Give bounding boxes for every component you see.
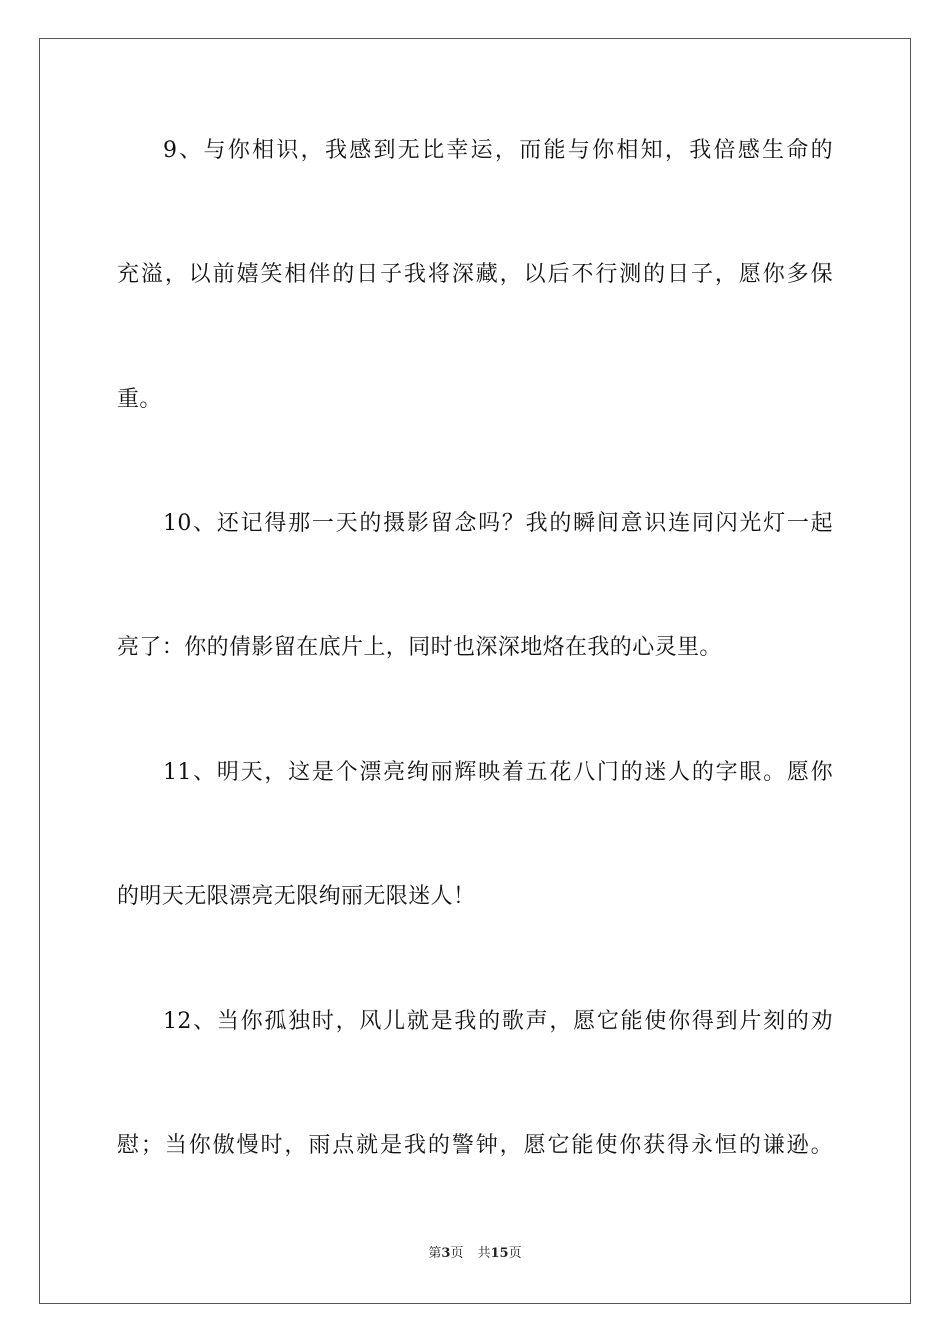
page-border [39, 38, 911, 1304]
paragraph-9-line-2: 充溢，以前嬉笑相伴的日子我将深藏，以后不行测的日子，愿你多保 [117, 262, 833, 287]
paragraph-12-line-1: 12、当你孤独时，风儿就是我的歌声，愿它能使你得到片刻的劝 [163, 1009, 833, 1034]
paragraph-12-line-2: 慰；当你傲慢时，雨点就是我的警钟，愿它能使你获得永恒的谦逊。 [117, 1133, 833, 1158]
page-number: 3 [441, 1246, 451, 1261]
paragraph-11-line-2: 的明天无限漂亮无限绚丽无限迷人！ [117, 884, 476, 909]
page-prefix: 第 [428, 1246, 442, 1261]
paragraph-10-line-2: 亮了：你的倩影留在底片上，同时也深深地烙在我的心灵里。 [117, 635, 722, 660]
page-suffix: 页 [450, 1246, 464, 1261]
paragraph-9-line-1: 9、与你相识，我感到无比幸运，而能与你相知，我倍感生命的 [163, 138, 833, 163]
page-footer [0, 1245, 950, 1263]
total-suffix: 页 [508, 1246, 522, 1261]
total-pages: 15 [490, 1246, 509, 1261]
paragraph-11-line-1: 11、明天，这是个漂亮绚丽辉映着五花八门的迷人的字眼。愿你 [163, 760, 833, 785]
paragraph-10-line-1: 10、还记得那一天的摄影留念吗？我的瞬间意识连同闪光灯一起 [163, 511, 833, 536]
paragraph-9-line-3: 重。 [117, 387, 162, 412]
total-prefix: 共 [477, 1246, 491, 1261]
